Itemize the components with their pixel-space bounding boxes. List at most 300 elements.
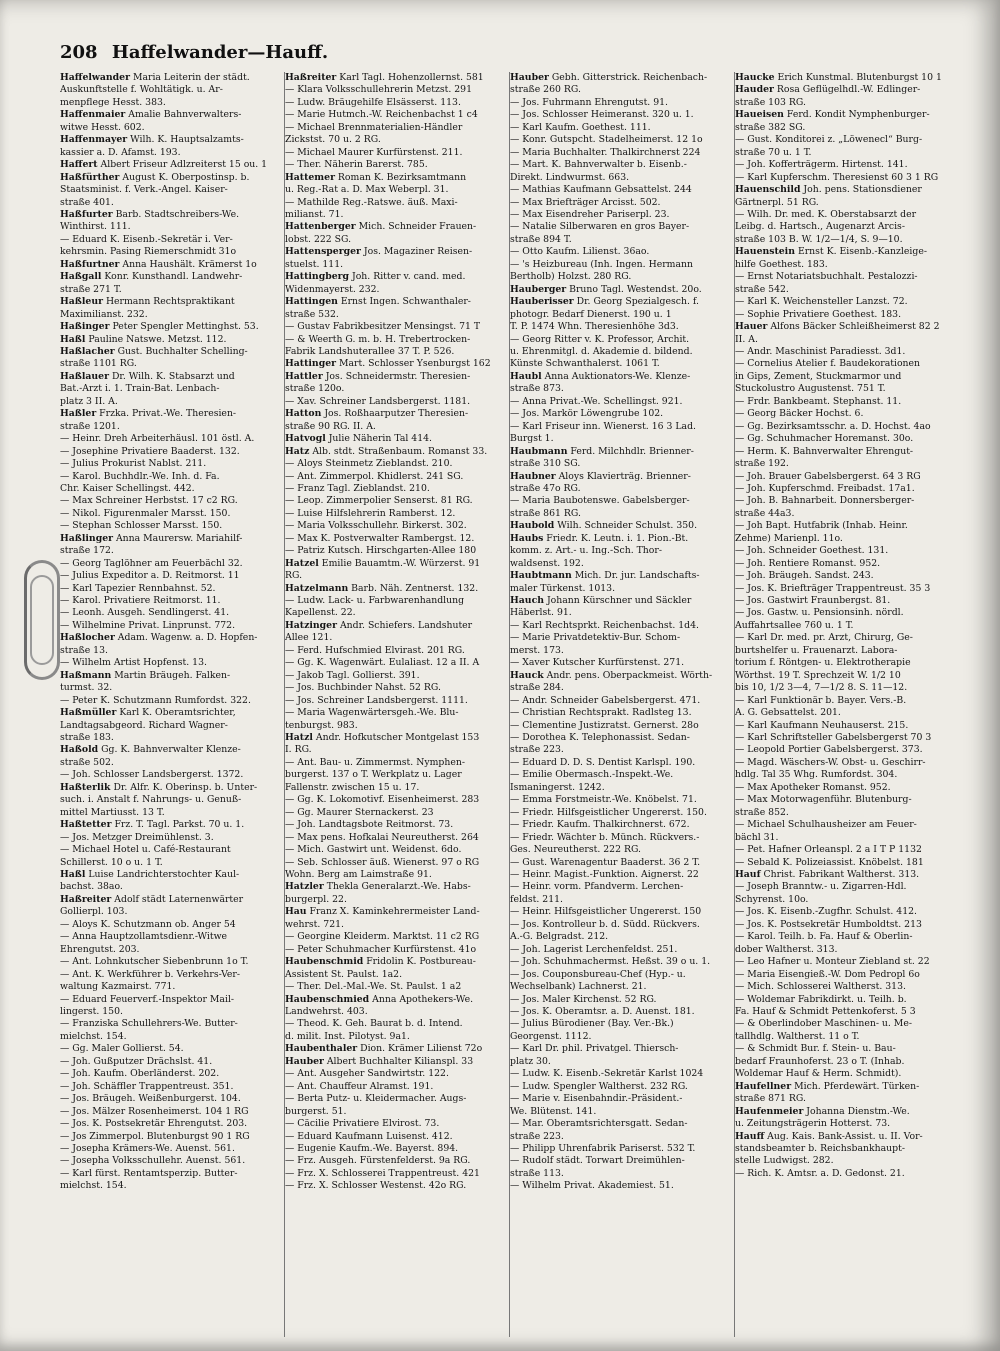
directory-entry-line — [60, 670, 278, 682]
entry-text: bachst. 38ao. — [60, 881, 123, 893]
directory-entry-line — [510, 894, 728, 906]
directory-entry-line — [735, 1093, 954, 1105]
directory-entry-line — [735, 857, 954, 869]
entry-text: Pauline Natswe. Metzst. 112. — [85, 333, 227, 345]
directory-entry-line — [510, 857, 728, 869]
entry-text: — Gg. Bezirksamtsschr. a. D. Hochst. 4ao — [735, 420, 931, 432]
entry-surname: Haßleur — [60, 296, 103, 308]
entry-text: straße 223. — [510, 1130, 564, 1142]
entry-text: — Gustav Fabrikbesitzer Mensingst. 71 T — [285, 321, 481, 333]
directory-entry-line — [285, 246, 503, 258]
directory-entry-line — [735, 109, 954, 121]
entry-text: Joh. Ritter v. cand. med. — [349, 271, 466, 283]
directory-entry-line — [735, 906, 954, 918]
directory-entry-line — [510, 1018, 728, 1030]
entry-surname: Hauch — [510, 595, 544, 607]
entry-text: — Theod. K. Geh. Baurat b. d. Intend. — [285, 1018, 463, 1030]
entry-surname: Hauer — [735, 321, 768, 333]
entry-text: Anna Haushält. Krämerst 1o — [119, 258, 257, 270]
entry-text: — Andr. Schneider Gabelsbergerst. 471. — [510, 694, 701, 706]
entry-text: — Karl Schriftsteller Gabelsbergerst 70 3 — [735, 732, 932, 744]
directory-entry-line — [285, 471, 503, 483]
entry-text: kassier a. D. Afamst. 193. — [60, 146, 181, 158]
entry-text: — Marie v. Eisenbahndir.-Präsident.- — [510, 1093, 683, 1105]
entry-surname: Haucke — [735, 72, 775, 83]
entry-surname: Hauck — [510, 669, 544, 681]
directory-entry-line — [510, 1093, 728, 1105]
entry-text: — Xaver Kutscher Kurfürstenst. 271. — [510, 657, 685, 669]
entry-text: I. RG. — [285, 744, 312, 756]
entry-text: — Ludw. Bräugehilfe Elsässerst. 113. — [285, 96, 461, 108]
entry-surname: Hatzler — [285, 881, 324, 893]
directory-entry-line — [510, 221, 728, 233]
entry-text: — Christian Rechtsprakt. Radlsteg 13. — [510, 707, 692, 719]
entry-text: — Josepha Krämers-We. Auenst. 561. — [60, 1142, 235, 1154]
entry-text: — Herm. K. Bahnverwalter Ehrengut- — [735, 445, 914, 457]
entry-text: — Luise Hilfslehrerin Ramberst. 12. — [285, 507, 456, 519]
directory-entry-line — [735, 433, 954, 445]
directory-entry-line — [285, 869, 503, 881]
directory-entry-line — [510, 421, 728, 433]
entry-surname: Hauder — [735, 84, 774, 96]
entry-text: — Karl Kaufm. Goethest. 111. — [510, 121, 651, 133]
entry-text: burtshelfer u. Frauenarzt. Labora- — [735, 644, 898, 656]
directory-entry-line — [60, 358, 278, 370]
entry-text: Stuckolustro Augustenst. 751 T. — [735, 383, 886, 395]
entry-text: Assistent St. Paulst. 1a2. — [285, 968, 403, 980]
entry-text: — Max pens. Hofkalai Neureutherst. 264 — [285, 831, 479, 843]
entry-text: burgerpl. 22. — [285, 893, 347, 905]
directory-entry-line — [60, 732, 278, 744]
entry-text: Wörthst. 19 T. Sprechzeit W. 1/2 10 — [735, 669, 901, 681]
directory-entry-line — [60, 1031, 278, 1043]
directory-entry-line — [285, 346, 503, 358]
entry-text: — Gg. Schuhmacher Horemanst. 30o. — [735, 433, 914, 445]
directory-entry-line — [510, 632, 728, 644]
directory-entry-line — [285, 421, 503, 433]
entry-text: — Jos. Maler Kirchenst. 52 RG. — [510, 993, 657, 1005]
entry-text: Anna Maurersw. Mariahilf- — [113, 532, 243, 544]
entry-text: d. milit. Inst. Pilotyst. 9a1. — [285, 1030, 410, 1042]
directory-entry-line — [735, 769, 954, 781]
directory-entry-line — [735, 533, 954, 545]
directory-entry-line — [735, 234, 954, 246]
directory-entry-line — [60, 607, 278, 619]
entry-text: Frzka. Privat.-We. Theresien- — [96, 408, 237, 420]
entry-text: — & Oberlindober Maschinen- u. Me- — [735, 1018, 912, 1030]
directory-entry-line — [735, 969, 954, 981]
entry-text: Ferd. Milchhdlr. Brienner- — [567, 445, 694, 457]
directory-entry-line — [510, 346, 728, 358]
entry-text: — Ant. Lohnkutscher Siebenbrunn 1o T. — [60, 956, 249, 968]
entry-text: straße 120o. — [285, 383, 345, 395]
directory-entry-line — [510, 1056, 728, 1068]
entry-text: — Karol. Privatiere Reitmorst. 11. — [60, 595, 221, 607]
entry-text: Andr. Schiefers. Landshuter — [337, 619, 473, 631]
directory-entry-line — [510, 682, 728, 694]
directory-entry-line — [60, 857, 278, 869]
entry-text: — Jos. Couponsbureau-Chef (Hyp.- u. — [510, 968, 686, 980]
directory-entry-line — [285, 832, 503, 844]
entry-text: Dr. Georg Spezialgesch. f. — [573, 296, 699, 308]
entry-text: Anna Apothekers-We. — [369, 993, 474, 1005]
entry-surname: Hauf — [735, 869, 761, 880]
directory-entry-line — [735, 682, 954, 694]
directory-entry-line — [735, 832, 954, 844]
directory-entry-line — [510, 508, 728, 520]
directory-entry-line — [510, 1118, 728, 1130]
directory-entry-line — [735, 632, 954, 644]
directory-entry-line — [60, 545, 278, 557]
directory-entry-line — [60, 919, 278, 931]
directory-entry-line — [510, 807, 728, 819]
entry-text: Bertholb) Holzst. 280 RG. — [510, 271, 632, 283]
entry-surname: Hatton — [285, 408, 322, 420]
directory-entry-line — [60, 819, 278, 831]
entry-text: straße 13. — [60, 644, 108, 656]
entry-text: Franz X. Kaminkehrermeister Land- — [306, 906, 480, 918]
entry-text: — Julius Bürodiener (Bay. Ver.-Bk.) — [510, 1018, 674, 1030]
directory-entry-line — [60, 969, 278, 981]
entry-text: — Georgine Kleiderm. Marktst. 11 c2 RG — [285, 931, 480, 943]
directory-entry-line — [60, 632, 278, 644]
entry-surname: Hattemer — [285, 171, 335, 183]
directory-entry-line — [285, 720, 503, 732]
entry-surname: Haufenmeier — [735, 1105, 804, 1117]
directory-entry-line — [735, 296, 954, 308]
entry-text: — Karl Dr. med. pr. Arzt, Chirurg, Ge- — [735, 632, 913, 644]
directory-entry-line — [285, 483, 503, 495]
entry-text: — Joh Bapt. Hutfabrik (Inhab. Heinr. — [735, 520, 908, 532]
directory-entry-line — [285, 769, 503, 781]
entry-text: — Jos. K. Briefträger Trappentreust. 35 3 — [735, 582, 931, 594]
directory-entry-line — [60, 259, 278, 271]
directory-entry-line — [285, 794, 503, 806]
entry-text: Karl Tagl. Hohenzollernst. 581 — [336, 72, 484, 83]
entry-text: — Nikol. Figurenmaler Marsst. 150. — [60, 507, 231, 519]
entry-text: Gust. Buchhalter Schelling- — [114, 345, 248, 357]
directory-entry-line — [735, 221, 954, 233]
entry-text: Johanna Dienstm.-We. — [803, 1105, 910, 1117]
directory-entry-line — [285, 184, 503, 196]
entry-text: — Ludw. K. Eisenb.-Sekretär Karlst 1024 — [510, 1068, 704, 1080]
directory-entry-line — [735, 794, 954, 806]
directory-entry-line — [60, 720, 278, 732]
entry-text: platz 3 II. A. — [60, 395, 118, 407]
entry-text: — Joh. Rentiere Romanst. 952. — [735, 557, 881, 569]
entry-text: — Konr. Gutspcht. Stadelheimerst. 12 1o — [510, 134, 703, 146]
directory-entry-line — [285, 757, 503, 769]
directory-entry-line — [735, 408, 954, 420]
entry-text: such. i. Anstalt f. Nahrungs- u. Genuß- — [60, 794, 242, 806]
entry-text: — Frdr. Bankbeamt. Stephanst. 11. — [735, 395, 902, 407]
directory-entry-line — [735, 844, 954, 856]
directory-entry-line — [60, 408, 278, 420]
column-2 — [285, 72, 510, 1337]
directory-entry-line — [285, 1018, 503, 1030]
entry-surname: Haubenschmid — [285, 956, 364, 968]
directory-entry-line — [60, 371, 278, 383]
directory-entry-line — [735, 981, 954, 993]
entry-text: turmst. 32. — [60, 682, 113, 694]
directory-entry-line — [60, 844, 278, 856]
entry-text: — Joh. B. Bahnarbeit. Donnersberger- — [735, 495, 915, 507]
entry-text: Wilh. Schneider Schulst. 350. — [554, 520, 698, 532]
entry-text: — Mich. Schlosserei Waltherst. 313. — [735, 981, 906, 993]
entry-text: straße 852. — [735, 806, 789, 818]
entry-text: — Franz Tagl. Zieblandst. 210. — [285, 482, 430, 494]
entry-text: Zehme) Marienpl. 11o. — [735, 532, 843, 544]
entry-text: straße 47o RG. — [510, 482, 581, 494]
entry-text: platz 30. — [510, 1055, 551, 1067]
entry-text: A. G. Gebsattelst. 201. — [735, 707, 841, 719]
directory-entry-line — [60, 122, 278, 134]
directory-entry-line — [510, 159, 728, 171]
entry-text: — Maria Eisengieß.-W. Dom Pedropl 6o — [735, 968, 920, 980]
directory-entry-line — [285, 197, 503, 209]
entry-text: — Karl Kaufmann Neuhauserst. 215. — [735, 719, 909, 731]
entry-surname: Haubner — [510, 470, 556, 482]
entry-text: — Ant. Chauffeur Alramst. 191. — [285, 1080, 434, 1092]
directory-entry-line — [285, 969, 503, 981]
entry-text: — Peter Schuhmacher Kurfürstenst. 41o — [285, 943, 477, 955]
entry-text: Allee 121. — [285, 632, 333, 644]
directory-entry-line — [510, 396, 728, 408]
entry-text: witwe Hesst. 602. — [60, 121, 145, 133]
directory-entry-line — [510, 271, 728, 283]
directory-entry-line — [60, 906, 278, 918]
directory-entry-line — [60, 881, 278, 893]
entry-surname: Haffenmaier — [60, 109, 126, 121]
entry-text: — Emilie Obermasch.-Inspekt.-We. — [510, 769, 674, 781]
entry-text: Auffahrtsallee 760 u. 1 T. — [735, 619, 854, 631]
directory-entry-line — [60, 869, 278, 881]
entry-text: milianst. 71. — [285, 208, 344, 220]
entry-text: Martin Bräugeh. Falken- — [111, 669, 231, 681]
entry-text: — Jos. Gastw. u. Pensionsinh. nördl. — [735, 607, 904, 619]
directory-entry-line — [510, 944, 728, 956]
directory-entry-line — [285, 695, 503, 707]
directory-entry-line — [60, 1168, 278, 1180]
directory-entry-line — [60, 944, 278, 956]
entry-surname: Haßinger — [60, 321, 110, 333]
directory-entry-line — [510, 732, 728, 744]
entry-surname: Haubtmann — [510, 570, 572, 582]
entry-text: Gärtnerpl. 51 RG. — [735, 196, 819, 208]
entry-text: Karl K. Oberamtsrichter, — [116, 707, 236, 719]
entry-surname: Haubs — [510, 532, 544, 544]
directory-entry-line — [510, 994, 728, 1006]
directory-entry-line — [60, 1081, 278, 1093]
directory-entry-line — [510, 744, 728, 756]
directory-entry-line — [735, 1006, 954, 1018]
directory-entry-line — [285, 309, 503, 321]
entry-text: — Andr. Maschinist Paradiesst. 3d1. — [735, 345, 906, 357]
entry-text: — Maria Buchhalter. Thalkirchnerst 224 — [510, 146, 701, 158]
entry-text: — Jos. Bräugeh. Weißenburgerst. 104. — [60, 1093, 241, 1105]
directory-entry-line — [735, 284, 954, 296]
directory-entry-line — [60, 533, 278, 545]
entry-text: — Ludw. Lack- u. Farbwarenhandlung — [285, 595, 465, 607]
directory-entry-line — [735, 458, 954, 470]
entry-text: straße 260 RG. — [510, 84, 581, 96]
directory-entry-line — [510, 906, 728, 918]
entry-text: Fa. Hauf & Schmidt Pettenkoferst. 5 3 — [735, 1005, 916, 1017]
directory-entry-line — [285, 1093, 503, 1105]
entry-text: — Cornelius Atelier f. Baudekorationen — [735, 358, 921, 370]
directory-entry-line — [60, 321, 278, 333]
directory-entry-line — [60, 383, 278, 395]
entry-text: — Wilhelmine Privat. Linprunst. 772. — [60, 619, 236, 631]
directory-entry-line — [735, 471, 954, 483]
entry-text: Thekla Generalarzt.-We. Habs- — [323, 881, 471, 893]
entry-text: u. Ehrenmitgl. d. Akademie d. bildend. — [510, 345, 693, 357]
directory-columns — [60, 72, 960, 1337]
entry-text: — Joseph Branntw.- u. Zigarren-Hdl. — [735, 881, 907, 893]
entry-text: — Gg. Maurer Sternackerst. 23 — [285, 806, 434, 818]
directory-entry-line — [510, 122, 728, 134]
directory-entry-line — [60, 421, 278, 433]
entry-text: straße 382 SG. — [735, 121, 806, 133]
entry-text: photogr. Bedarf Dienerst. 190 u. 1 — [510, 308, 672, 320]
directory-entry-line — [510, 197, 728, 209]
directory-entry-line — [285, 919, 503, 931]
directory-entry-line — [60, 109, 278, 121]
entry-surname: Hau — [285, 906, 307, 918]
directory-entry-line — [60, 981, 278, 993]
directory-entry-line — [60, 695, 278, 707]
entry-text: — Magd. Wäschers-W. Obst- u. Geschirr- — [735, 756, 926, 768]
entry-text: — Karl Friseur inn. Wienerst. 16 3 Lad. — [510, 420, 696, 432]
entry-text: Gebh. Gitterstrick. Reichenbach- — [548, 72, 708, 83]
directory-entry-line — [60, 894, 278, 906]
entry-text: Hermann Rechtspraktikant — [102, 296, 235, 308]
entry-text: Wohn. Berg am Laimstraße 91. — [285, 869, 432, 880]
entry-text: lobst. 222 SG. — [285, 233, 352, 245]
entry-text: — Karl Tapezier Rennbahnst. 52. — [60, 582, 216, 594]
entry-text: — & Schmidt Bur. f. Stein- u. Bau- — [735, 1043, 896, 1055]
column-4 — [735, 72, 960, 1337]
entry-text: kehrsmin. Pasing Riemerschmidt 31o — [60, 246, 237, 258]
directory-entry-line — [60, 1068, 278, 1080]
entry-text: — 's Heizbureau (Inh. Ingen. Hermann — [510, 258, 693, 270]
directory-entry-line — [510, 1006, 728, 1018]
entry-text: Mich. Pferdewärt. Türken- — [791, 1080, 920, 1092]
directory-entry-line — [735, 881, 954, 893]
directory-entry-line — [60, 769, 278, 781]
entry-text: Ferd. Kondit Nymphenburger- — [783, 109, 930, 121]
directory-entry-line — [285, 1131, 503, 1143]
entry-text: bis 10, 1/2 3—4, 7—1/2 8. S. 11—12. — [735, 682, 908, 694]
entry-surname: Hauenschild — [735, 184, 801, 196]
entry-surname: Hattingen — [285, 296, 338, 308]
entry-text: — Wilhelm Artist Hopfenst. 13. — [60, 657, 207, 669]
entry-text: — Eugenie Kaufm.-We. Bayerst. 894. — [285, 1142, 459, 1154]
entry-text: — Jos. Buchbinder Nahst. 52 RG. — [285, 682, 441, 694]
directory-entry-line — [60, 807, 278, 819]
directory-entry-line — [60, 956, 278, 968]
directory-entry-line — [735, 1068, 954, 1080]
directory-entry-line — [510, 558, 728, 570]
entry-text: — Clementine Justizratst. Gernerst. 28o — [510, 719, 699, 731]
entry-text: — Friedr. Hilfsgeistlicher Ungererst. 150. — [510, 806, 707, 818]
directory-entry-line — [285, 744, 503, 756]
entry-text: — Gg. Maler Gollierst. 54. — [60, 1043, 184, 1055]
directory-entry-line — [60, 172, 278, 184]
directory-entry-line — [285, 956, 503, 968]
entry-text: — Max Briefträger Arcisst. 502. — [510, 196, 661, 208]
entry-text: — Ant. K. Werkführer b. Verkehrs-Ver- — [60, 968, 241, 980]
entry-surname: Haßl — [60, 333, 86, 345]
entry-text: Albert Friseur Adlzreiterst 15 ou. 1 — [97, 159, 268, 171]
directory-entry-line — [735, 707, 954, 719]
entry-text: — Joh. Kaufm. Oberländerst. 202. — [60, 1068, 220, 1080]
directory-entry-line — [60, 1056, 278, 1068]
entry-text: Woldemar Hauf & Herm. Schmidt). — [735, 1068, 902, 1080]
directory-entry-line — [510, 309, 728, 321]
entry-text: straße 172. — [60, 545, 114, 557]
directory-entry-line — [285, 782, 503, 794]
directory-entry-line — [735, 657, 954, 669]
entry-text: hdlg. Tal 35 Whg. Rumfordst. 304. — [735, 769, 898, 781]
directory-entry-line — [285, 570, 503, 582]
entry-text: — Pet. Hafner Orleanspl. 2 a I T P 1132 — [735, 844, 922, 856]
entry-text: straße 1101 RG. — [60, 358, 137, 370]
directory-entry-line — [510, 645, 728, 657]
entry-text: — Dorothea K. Telephonassist. Sedan- — [510, 732, 690, 744]
directory-entry-line — [285, 670, 503, 682]
entry-surname: Hatz — [285, 445, 310, 457]
directory-entry-line — [510, 1031, 728, 1043]
directory-entry-line — [510, 1143, 728, 1155]
directory-entry-line — [735, 1155, 954, 1167]
directory-entry-line — [60, 682, 278, 694]
directory-entry-line — [510, 707, 728, 719]
entry-text: — Karl fürst. Rentamtsperzip. Butter- — [60, 1167, 238, 1179]
entry-text: — Heinr. Dreh Arbeiterhäusl. 101 östl. A. — [60, 433, 255, 445]
entry-text: — Ant. Ausgeher Sandwirtstr. 122. — [285, 1068, 449, 1080]
entry-text: straße 401. — [60, 196, 114, 208]
column-1 — [60, 72, 285, 1337]
directory-entry-line — [60, 147, 278, 159]
directory-entry-line — [285, 1106, 503, 1118]
entry-text: — Friedr. Kaufm. Thalkirchnerst. 672. — [510, 819, 690, 831]
entry-text: Dr. Wilh. K. Stabsarzt und — [109, 370, 235, 382]
directory-entry-line — [60, 620, 278, 632]
directory-entry-line — [60, 570, 278, 582]
entry-text: — Aloys K. Schutzmann ob. Anger 54 — [60, 918, 236, 930]
directory-entry-line — [60, 1131, 278, 1143]
entry-text: T. P. 1474 Whn. Theresienhöhe 3d3. — [510, 321, 679, 333]
entry-text: — Mich. Gastwirt unt. Weidenst. 6do. — [285, 844, 462, 856]
page-number: 208 — [60, 42, 98, 63]
entry-text: Konr. Kunsthandl. Landwehr- — [101, 271, 243, 283]
entry-text: — Ernst Notariatsbuchhalt. Pestalozzi- — [735, 271, 918, 283]
directory-entry-line — [510, 520, 728, 532]
directory-entry-line — [60, 134, 278, 146]
entry-text: — Mar. Oberamtsrichtersgatt. Sedan- — [510, 1118, 688, 1130]
entry-text: — Xav. Schreiner Landsbergerst. 1181. — [285, 395, 471, 407]
directory-entry-line — [735, 782, 954, 794]
running-title: Haffelwander—Hauff. — [111, 42, 329, 63]
entry-surname: Haßmann — [60, 669, 112, 681]
directory-entry-line — [285, 1168, 503, 1180]
directory-entry-line — [510, 881, 728, 893]
directory-entry-line — [510, 570, 728, 582]
directory-entry-line — [510, 919, 728, 931]
binder-clip-inner-icon — [30, 575, 54, 665]
directory-entry-line — [285, 334, 503, 346]
